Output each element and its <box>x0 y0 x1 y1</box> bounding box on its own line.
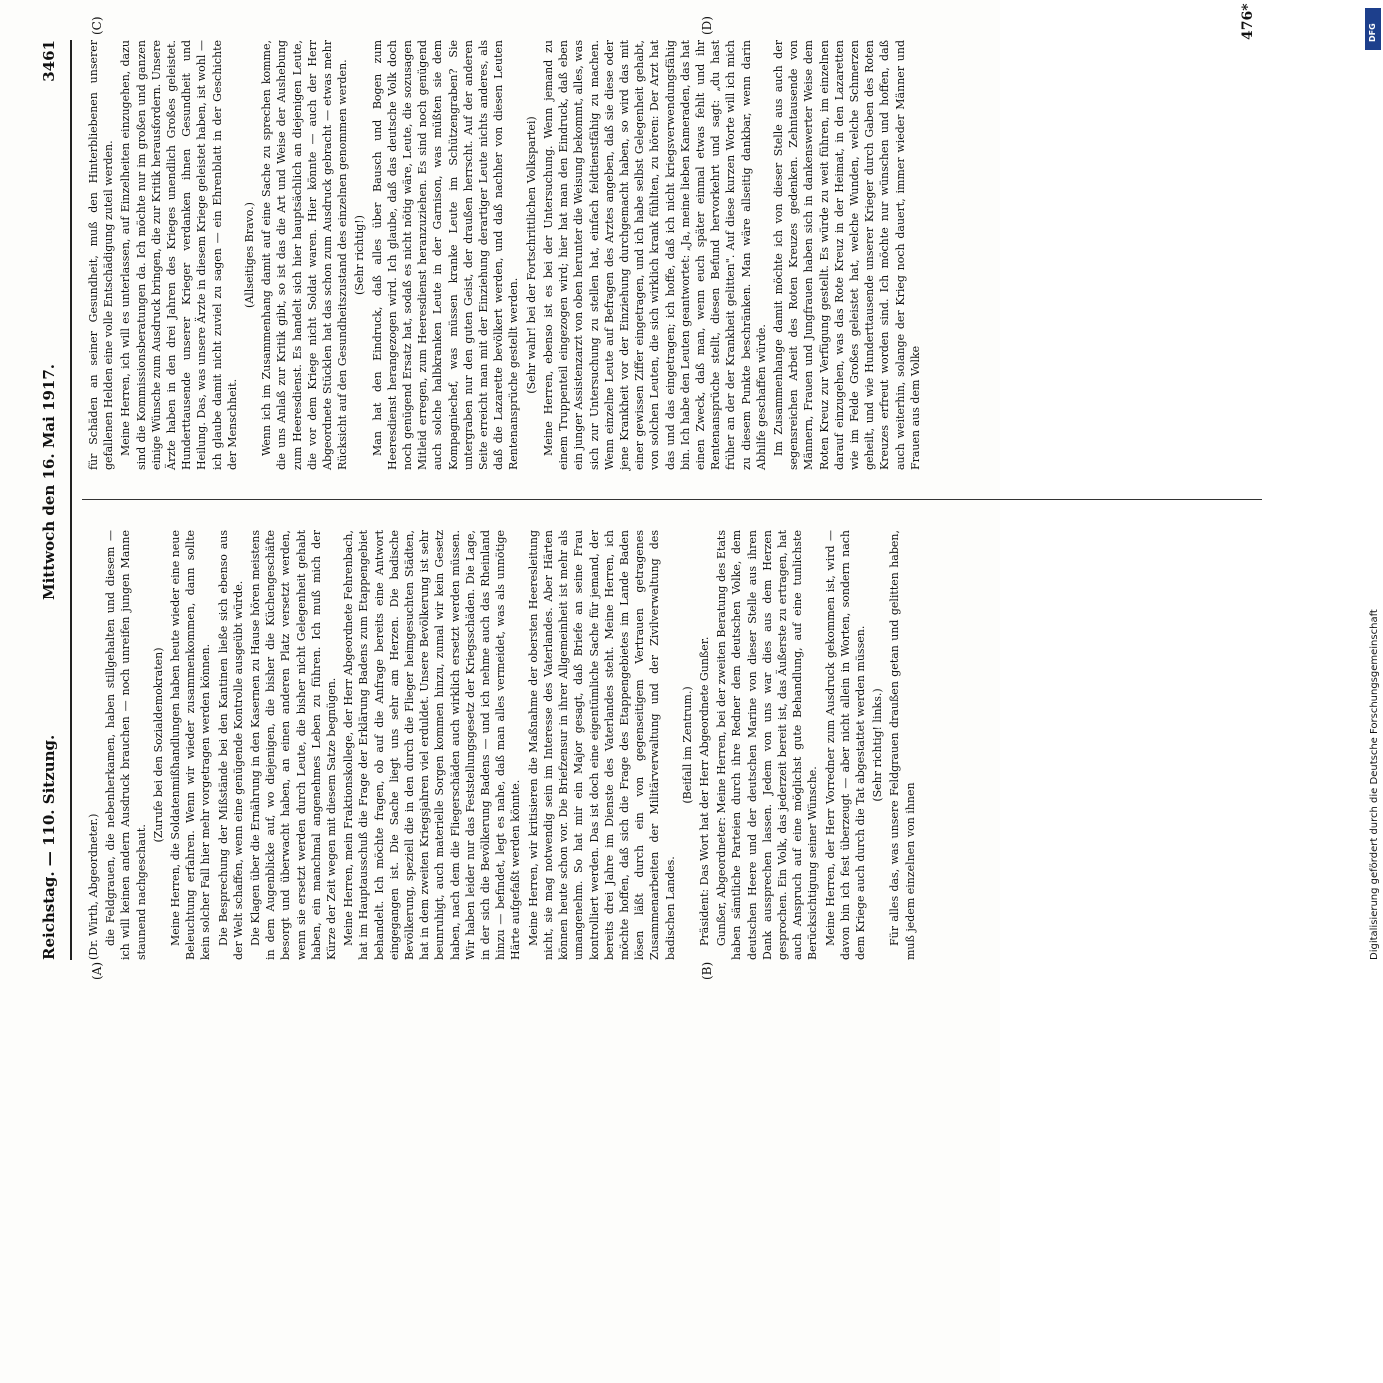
interjection: (Sehr richtig!) <box>353 215 367 295</box>
speaker-note: (Dr. Wirth, Abgeordneter.) <box>87 813 100 960</box>
paragraph: Die Besprechung der Mißstände bei den Kantinen ließe sich ebenso aus der Welt schaffen, wenn eine genügende Kontrolle ausgeübt würde. <box>216 530 245 960</box>
paragraph: Die Klagen über die Ernährung in den Kasernen zu Hause hören meistens in dem Augenblicke auf, wo diejenigen, die bisher die Küchengeschäfte besorgt und überwacht haben, an einen anderen Platz versetzt werden, wenn sie ersetzt werden durch Leute, die bisher nicht Gelegenheit gehabt haben, ein manchmal angenehmes Leben zu führen. Ich muß mich der Kürze der Zeit wegen mit diesem Satze begnügen. <box>249 530 339 960</box>
digitization-credit: Digitalisierung gefördert durch die Deutsche Forschungsgemeinschaft <box>1369 609 1380 960</box>
dfg-logo: DFG <box>1365 8 1381 50</box>
paragraph: Meine Herren, der Herr Vorredner zum Ausdruck gekommen ist, wird — davon bin ich fest überzeugt — aber nicht allein in Worten, sondern nach dem Kriege auch durch die Tat abgestattet werden müssen. <box>823 530 867 960</box>
page-header <box>40 40 66 960</box>
paragraph: Präsident: Das Wort hat der Herr Abgeordnete Gunßer. <box>697 636 711 946</box>
paragraph: Im Zusammenhange damit möchte ich von dieser Stelle aus auch der segensreichen Arbeit des Roten Kreuzes gedenken. Zehntausende von Männern, Frauen und Jungfrauen haben sich in dankenswerter Weise dem Roten Kreuz zur Verfügung gestellt. Es würde zu weit führen, im einzelnen darauf einzugehen, was das Rote Kreuz in der Heimat, in den Lazaretten wie im Felde Großes geleistet hat, welche Wunden, welche Schmerzen geheilt, und wie Hunderttausende unserer Krieger durch Gaben des Roten Kreuzes erfreut worden sind. Ich möchte nur wünschen und hoffen, daß auch weiterhin, solange der Krieg noch dauert, immer wieder Männer und Frauen aus dem Volke <box>771 40 922 470</box>
paragraph: Meine Herren, ich will es unterlassen, auf Einzelheiten einzugehen, dazu sind die Kommissionsberatungen da. Ich möchte nur im großen und ganzen einige Wünsche zum Ausdruck bringen, die zur Kritik herausfordern. Unsere Ärzte haben in den drei Jahren des Krieges unendlich Großes geleistet. Hunderttausende unserer Krieger verdanken ihnen Gesundheit und Heilung. Das, was unsere Ärzte in diesem Kriege geleistet haben, ist wohl — ich glaube damit nicht zuviel zu sagen — ein Ehrenblatt in der Geschichte der Menschheit. <box>119 40 239 470</box>
header-page-number: 3461 <box>40 40 58 82</box>
paragraph: Meine Herren, wir kritisieren die Maßnahme der obersten Heeresleitung nicht, sie mag notwendig sein im Interesse des Vaterlandes. Aber Härten können heute schon vor. Die Briefzensur in ihrer Allgemeinheit ist mehr als umangenehm. So hat mir ein Major gesagt, daß Briefe an seine Frau kontrolliert werden. Das ist doch eine eigentümliche Sache für jemand, der bereits drei Jahre im Dienste des Vaterlandes steht. Meine Herren, ich möchte hoffen, daß sich die Frage des Etappengebietes im Lande Baden lösen läßt durch ein von gegenseitigem Vertrauen getragenes Zusammenarbeiten der Militärverwaltung und der Zivilverwaltung des badischen Landes. <box>526 530 677 960</box>
margin-mark-c: (C) <box>90 16 104 35</box>
paragraph: für Schäden an seiner Gesundheit, muß den Hinterbliebenen unserer gefallenen Helden eine volle Entschädigung zuteil werden. <box>87 40 116 470</box>
header-left: Reichstag. — 110. Sitzung. <box>40 734 58 960</box>
paragraph: Meine Herren, die Soldatenmißhandlungen haben heute wieder eine neue Beleuchtung erfahren. Wenn wir wieder zusammenkommen, dann sollte kein solcher Fall hier mehr vorgetragen werden können. <box>169 530 213 960</box>
interjection: (Sehr richtig! links.) <box>871 688 885 802</box>
paragraph: die Feldgrauen, die nebenherkamen, haben stillgehalten und diesem — ich will keinen andern Ausdruck brauchen — noch unreifen jungen Manne staunend nachgeschaut. <box>104 530 148 960</box>
interjection: (Sehr wahr! bei der Fortschrittlichen Volkspartei) <box>524 116 538 394</box>
paragraph: Wenn ich im Zusammenhang damit auf eine Sache zu sprechen komme, die uns Anlaß zur Kritik gibt, so ist das die Art und Weise der Aushebung zum Heeresdienst. Es handelt sich hier hauptsächlich an diejenigen Leute, die vor dem Kriege nicht Soldat waren. Hier könnte — auch der Herr Abgeordnete Stücklen hat das schon zum Ausdruck gebracht — etwas mehr Rücksicht auf den Gesundheitszustand des einzelnen genommen werden. <box>260 40 350 470</box>
header-rule <box>70 40 72 960</box>
paragraph: Man hat den Eindruck, daß alles über Bausch und Bogen zum Heeresdienst herangezogen wird. Ich glaube, daß das deutsche Volk doch noch genügend Ersatz hat, sodaß es nicht nötig wäre, Leute, die sozusagen Mitleid erregen, zum Heeresdienst heranzuziehen. Es sind noch genügend auch solche halbkranken Leute in der Garnison, was müßten sie dem Kompagniechef, was müssen kranke Leute im Schützengraben? Sie untergraben nur den guten Geist, der draußen herrscht. Auf der anderen Seite erreicht man mit der Einziehung derartiger Leute nichts anderes, als daß die Lazarette bevölkert werden, und daß nachher von diesen Leuten Rentenansprüche gestellt werden. <box>370 40 521 470</box>
interjection: (Beifall im Zentrum.) <box>680 686 694 804</box>
text-column-left <box>86 530 920 960</box>
margin-mark-a: (A) <box>90 961 104 980</box>
header-date: Mittwoch den 16. Mai 1917. <box>40 363 58 600</box>
column-divider <box>82 499 1262 500</box>
interjection: (Allseitiges Bravo.) <box>243 202 257 308</box>
paragraph: Meine Herren, mein Fraktionskollege, der Herr Abgeordnete Fehrenbach, hat im Hauptausschuß die Frage der Erklärung Badens zum Etappengebiet behandelt. Ich möchte fragen, ob auf die Anfrage bereits eine Antwort eingegangen ist. Die Sache liegt uns sehr am Herzen. Die badische Bevölkerung, speziell die in den durch die Flieger heimgesuchten Städten, hat in dem zweiten Kriegsjahren viel erduldet. Unsere Bevölkerung ist sehr beunruhigt, auch materielle Sorgen kommen hinzu, zumal wir kein Gesetz haben, nach dem die Fliegerschäden auch wirklich ersetzt werden müssen. Wir haben leider nur das Feststellungsgesetz der Kriegsschäden. Die Lage, in der sich die Bevölkerung Badens — und ich nehme auch das Rheinland hinzu — befindet, legt es nahe, daß man alles vermeidet, was als unnötige Härte aufgefaßt werden könnte. <box>342 530 523 960</box>
paragraph: Gunßer, Abgeordneter: Meine Herren, bei der zweiten Beratung des Etats haben sämtliche Parteien durch ihre Redner dem deutschen Volke, dem deutschen Heere und der deutschen Marine von dieser Stelle aus ihren Dank aussprechen lassen. Jedem von uns war dies aus dem Herzen gesprochen. Ein Volk, das jederzeit bereit ist, das Äußerste zu ertragen, hat auch Anspruch auf eine möglichst gute Behandlung, auf eine tunlichste Berücksichtigung seiner Wünsche. <box>715 530 820 960</box>
footer-sheet-number: 476* <box>1240 3 1256 40</box>
margin-mark-d: (D) <box>700 16 714 35</box>
paragraph: Meine Herren, ebenso ist es bei der Untersuchung. Wenn jemand zu einem Truppenteil eingezogen wird; hier hat man den Eindruck, daß eben ein junger Assistenzarzt von oben herunter die Weisung bekommt, alles, was sich zur Untersuchung zu stellen hat, einfach feldtienstfähig zu machen. Wenn einzelne Leute auf Befragen des Arztes angeben, daß sie diese oder jene Krankheit vor der Einziehung durchgemacht haben, so wird das mit einer gewissen Ziffer eingetragen, und ich habe selbst Gelegenheit gehabt, von solchen Leuten, die sich wirklich krank fühlten, zu hören: Der Arzt hat das und das eingetragen; ich hoffe, daß ich nicht kriegsverwendungsfähig bin. Ich habe den Leuten geantwortet: „Ja, meine lieben Kameraden, das hat einen Zweck, daß man, wenn euch später einmal etwas fehlt und ihr Rentenansprüche stellt, diesen Befund hervorkehrt und sagt: „du hast früher an der der Krankheit gelitten". Auf diese kurzen Worte will ich mich zu diesem Punkte beschränken. Man wäre allseitig dankbar, wenn darin Abhilfe geschaffen würde. <box>541 40 768 470</box>
interjection: (Zurufe bei den Sozialdemokraten) <box>151 647 165 843</box>
paragraph: Für alles das, was unsere Feldgrauen draußen getan und gelitten haben, muß jedem einzelnen von ihnen <box>888 530 917 960</box>
text-column-right <box>86 40 925 470</box>
margin-mark-b: (B) <box>700 961 714 980</box>
